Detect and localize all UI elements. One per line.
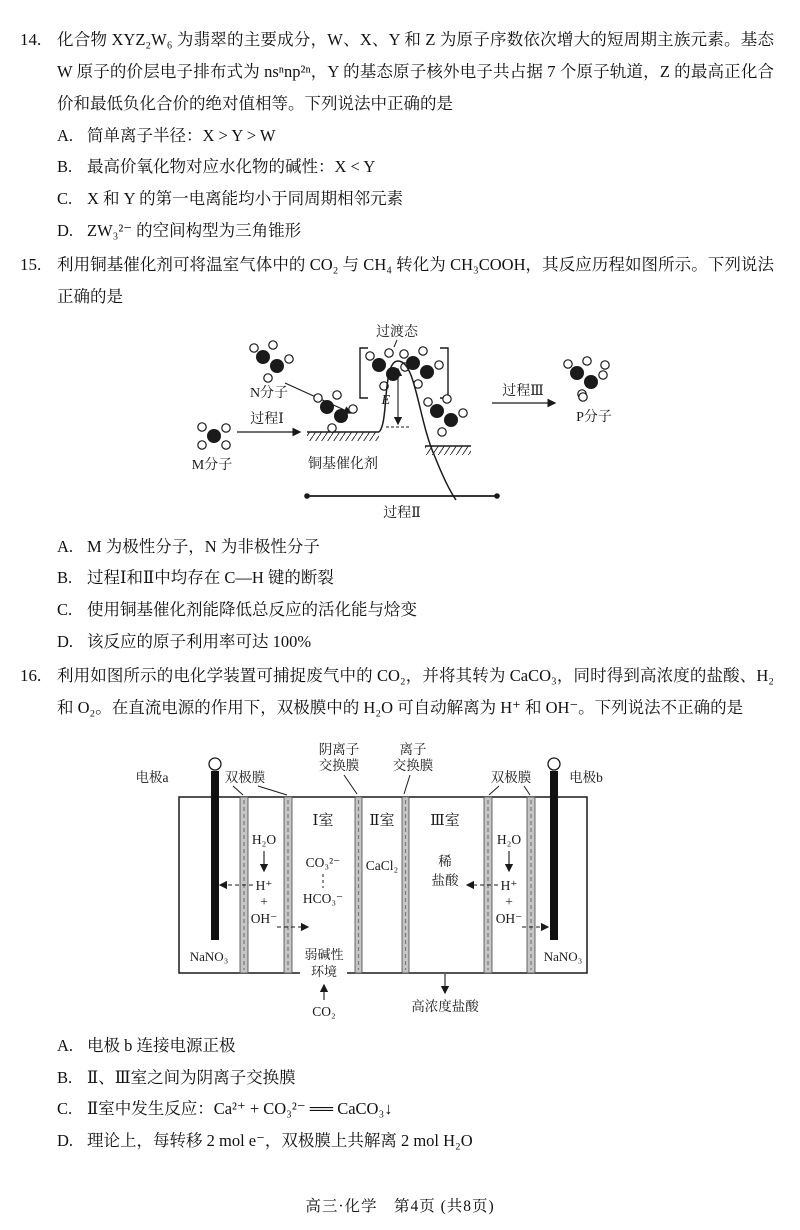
chamber2-contents: CaCl₂ [365,857,399,873]
option-text: 简单离子半径：X > Y > W [87,125,276,145]
question-14-options [57,120,774,247]
q16-diagram-container [20,730,774,1026]
svg-text:H⁺: H⁺ [255,877,273,893]
svg-text:双极膜: 双极膜 [224,769,266,785]
n-molecule [250,340,293,381]
option-row [57,1093,774,1125]
p-molecule [564,356,609,400]
bipolar-membrane-left-label [225,769,287,795]
question-14-number: 14. [20,30,42,49]
svg-text:离子: 离子 [399,741,427,757]
option-row [57,120,774,152]
svg-text:稀: 稀 [438,853,452,869]
option-letter: D. [57,1131,74,1151]
electrode-b [548,758,560,940]
catalyst-surface-left [307,432,379,441]
co2-label: CO₂ [312,1003,336,1019]
m-molecule [198,422,230,448]
concentrated-acid-label: 高浓度盐酸 [411,998,479,1014]
transition-state-molecules [366,346,443,389]
transition-state-label: 过渡态 [376,324,418,340]
option-text: Ⅱ室中发生反应：Ca²⁺ + CO₃²⁻ ══ CaCO₃↓ [87,1099,393,1119]
q15-diagram-container [20,319,774,527]
question-16-options [57,1030,774,1157]
question-15 [20,249,774,658]
question-14-stem: 化合物 XYZ₂W₆ 为翡翠的主要成分，W、X、Y 和 Z 为原子序数依次增大的短周期主族元素。基态 W 原子的价层电子排布式为 nsⁿnp²ⁿ，Y 的基态原子核外电子共占据 7 个原子轨道，Z 的最高正化合价和最低负化合价的绝对值相等。下列说法中正确的是 [57,30,774,113]
svg-text:H₂O: H₂O [496,831,522,847]
option-text: ZW₃²⁻ 的空间构型为三角锥形 [87,221,302,241]
option-row [57,1062,774,1094]
option-letter: C. [57,189,73,209]
process2-span [304,493,500,499]
question-14 [20,24,774,247]
ion-exchange-membrane [402,797,409,973]
transition-state-pointer-line [394,340,397,347]
option-row [57,531,774,563]
electrode-a-label: 电极a [135,769,169,785]
question-15-stem: 利用铜基催化剂可将温室气体中的 CO₂ 与 CH₄ 转化为 CH₃COOH，其反应历程如图所示。下列说法正确的是 [57,254,774,306]
svg-text:H₂O: H₂O [251,831,277,847]
option-text: 该反应的原子利用率可达 100% [87,632,312,652]
svg-text:OH⁻: OH⁻ [250,910,278,926]
bipolar-membrane-right-label [489,769,531,795]
option-letter: B. [57,1067,73,1087]
option-letter: B. [57,157,73,177]
svg-text:盐酸: 盐酸 [431,872,459,888]
process3-label: 过程Ⅲ [502,383,544,399]
option-row [57,594,774,626]
question-15-options [57,531,774,658]
option-letter: C. [57,1099,73,1119]
chamber3-label: Ⅲ室 [430,812,460,829]
electrolyte-left-label: NaNO₃ [189,948,229,964]
option-letter: C. [57,600,73,620]
option-text: 理论上，每转移 2 mol e⁻，双极膜上共解离 2 mol H₂O [87,1131,473,1151]
right-bipolar-dissociation [467,832,548,927]
option-letter: B. [57,568,73,588]
anion-exchange-membrane [355,797,362,973]
svg-text:交换膜: 交换膜 [318,757,360,773]
page-footer: 高三·化学 第4页 (共8页) [305,1198,495,1215]
option-letter: D. [57,632,74,652]
option-letter: D. [57,221,74,241]
option-row [57,1030,774,1062]
energy-label: E [381,392,390,408]
option-letter: A. [57,536,74,556]
svg-text:交换膜: 交换膜 [392,757,434,773]
question-16-number: 16. [20,665,42,685]
option-text: Ⅱ、Ⅲ室之间为阴离子交换膜 [87,1067,296,1087]
chamber1-contents [300,855,347,1019]
anion-membrane-label [319,742,360,794]
option-text: 电极 b 连接电源正极 [87,1035,236,1055]
adsorbed-molecules-right [424,394,467,435]
svg-text:HCO₃⁻: HCO₃⁻ [302,890,344,906]
svg-text:环境: 环境 [310,963,338,979]
process2-label: 过程Ⅱ [383,505,421,521]
option-letter: A. [57,125,74,145]
option-row [57,626,774,658]
option-text: M 为极性分子，N 为非极性分子 [87,536,320,556]
question-16-stem: 利用如图所示的电化学装置可捕捉废气中的 CO₂，并将其转为 CaCO₃，同时得到高浓度的盐酸、H₂和 O₂。在直流电源的作用下，双极膜中的 H₂O 可自动解离为 H⁺ 和 OH⁻。下列说法不正确的是 [57,665,774,717]
chamber2-label: Ⅱ室 [369,812,395,829]
option-row [57,215,774,247]
option-row [57,1125,774,1157]
electrolyte-right-label: NaNO₃ [543,948,583,964]
electrode-b-label: 电极b [569,769,603,785]
question-16 [20,660,774,1157]
option-text: 过程Ⅰ和Ⅱ中均存在 C—H 键的断裂 [87,568,334,588]
svg-text:H⁺: H⁺ [500,877,518,893]
chamber3-contents [411,854,479,1014]
svg-text:CO₃²⁻: CO₃²⁻ [305,854,341,870]
catalyst-surface-right [425,446,471,455]
svg-text:+: + [260,893,268,909]
svg-text:弱碱性: 弱碱性 [304,946,344,962]
svg-text:双极膜: 双极膜 [490,769,532,785]
left-bipolar-dissociation [220,832,308,927]
electrode-a [209,758,221,940]
ion-membrane-label [393,742,434,794]
option-text: 最高价氧化物对应水化物的碱性：X < Y [87,157,376,177]
n-molecule-label: N分子 [249,385,289,401]
adsorbed-molecules-left [314,390,357,431]
q15-reaction-pathway-diagram [157,319,637,527]
p-molecule-label: P分子 [576,409,612,425]
svg-text:+: + [505,893,513,909]
m-molecule-label: M分子 [191,457,233,473]
chamber1-label: Ⅰ室 [312,812,334,829]
process1-label: 过程Ⅰ [250,411,284,427]
catalyst-label: 铜基催化剂 [308,456,378,472]
option-text: X 和 Y 的第一电离能均小于同周期相邻元素 [87,189,404,209]
option-row [57,151,774,183]
option-text: 使用铜基催化剂能降低总反应的活化能与焓变 [87,600,417,620]
q16-electrochemical-cell-diagram [107,730,687,1026]
option-row [57,183,774,215]
svg-text:OH⁻: OH⁻ [495,910,523,926]
svg-text:阴离子: 阴离子 [318,741,360,757]
option-letter: A. [57,1035,74,1055]
question-15-number: 15. [20,254,42,274]
option-row [57,562,774,594]
